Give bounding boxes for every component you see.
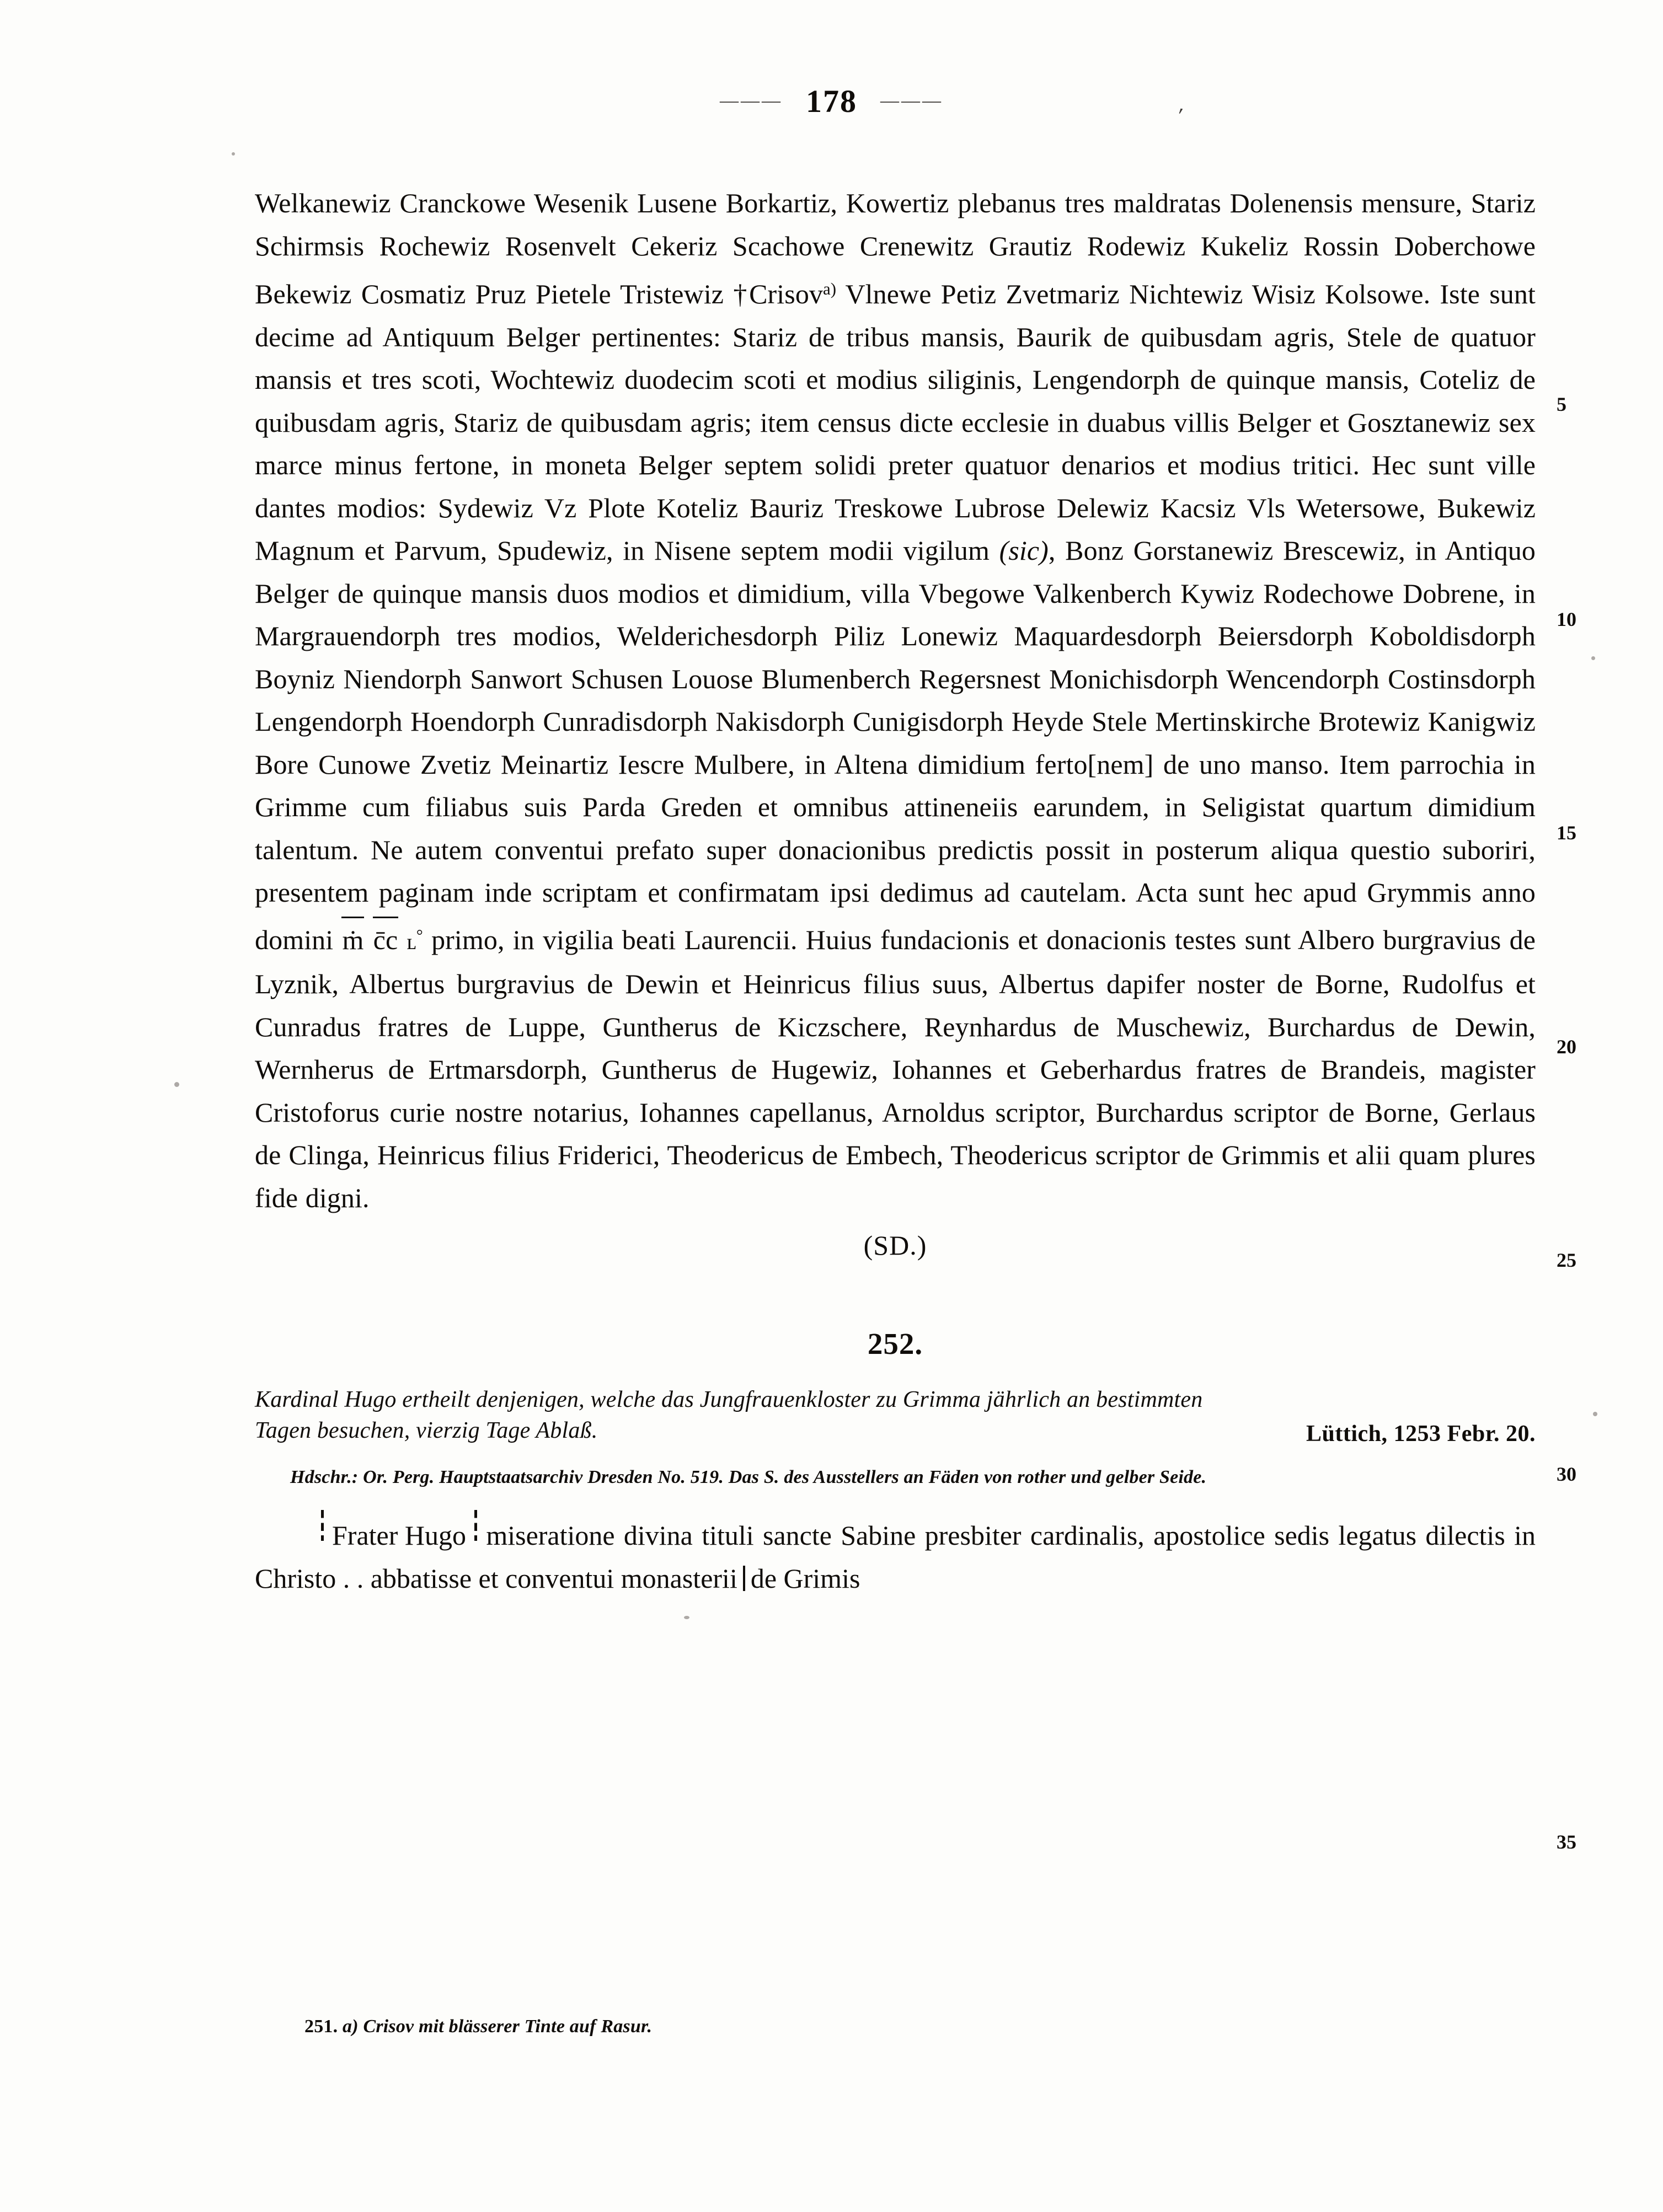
footnote-text: a) Crisov mit blässerer Tinte auf Rasur. [343, 2016, 653, 2037]
scan-speckle [1593, 1412, 1597, 1416]
folio-number: 178 [806, 83, 857, 119]
roman-numeral-m: ṁ [341, 919, 364, 962]
roman-numeral-degree: ° [416, 926, 423, 945]
charter-251-body [255, 182, 1536, 1219]
line-number: 35 [1557, 1831, 1576, 1853]
regest-line-1: Kardinal Hugo ertheilt denjenigen, welche das Jungfrauenkloster zu Grimma jährlich an bestimmten [255, 1387, 1203, 1413]
line-number: 15 [1557, 822, 1576, 844]
line-number: 20 [1557, 1036, 1576, 1058]
footnote-block [304, 2016, 1518, 2037]
charter-text-part-2: Vlnewe Petiz Zvetmariz Nichtewiz Wisiz Kolsowe. Iste sunt decime ad Antiquum Belger pertinentes: Stariz de tribus mansis, Baurik de quibusdam agris, Stele de quatuor mansis et tres scoti, Wochtewiz duodecim scoti et modius siliginis, Lengendorph de quinque mansis, Coteliz de quibusdam agris, Stariz de quibusdam agris; item census dicte ecclesie in duabus villis Belger et Gosztanewiz sex marce minus fertone, in moneta Belger septem solidi preter quatuor denarios et modius tritici. Hec sunt ville dantes modios: Sydewiz Vz Plote Koteliz Bauriz Treskowe Lubrose Delewiz Kacsiz Vls Wetersowe, Bukewiz Magnum et Parvum, Spudewiz, in Nisene septem modii vigilum [255, 278, 1536, 566]
charter-text-part-1: Welkanewiz Cranckowe Wesenik Lusene Borkartiz, Kowertiz plebanus tres maldratas Dolenensis mensure, Stariz Schirmsis Rochewiz Rosenvelt Cekeriz Scachowe Crenewitz Grautiz Rodewiz Kukeliz Rossin Doberchowe Bekewiz Cosmatiz Pruz Pietele Tristewiz †Crisov [255, 188, 1536, 310]
charter-252-text: miseratione divina tituli sancte Sabine presbiter cardinalis, apostolice sedis legatus dilectis in Christo . . abbatisse et conventui monasterii [255, 1520, 1536, 1594]
line-number: 25 [1557, 1249, 1576, 1271]
rule-right: ——— [880, 90, 943, 111]
line-number: 10 [1557, 608, 1576, 630]
rule-left: ——— [720, 90, 783, 111]
line-number: 5 [1557, 393, 1566, 415]
regest-line-2: Tagen besuchen, vierzig Tage Ablaß. [255, 1418, 598, 1444]
provenance-text: Hdschr.: Or. Perg. Hauptstaatsarchiv Dresden No. 519. Das S. des Ausstellers an Fäden von rother und gelber Seide. [290, 1467, 1207, 1488]
roman-numeral-l: ʟ [407, 929, 416, 954]
charter-252-text-continued: de Grimis [750, 1562, 860, 1594]
footnote-marker: a) [823, 279, 837, 298]
regest-summary [255, 1384, 1536, 1449]
charter-text-part-4: primo, in vigilia beati Laurencii. Huius fundacionis et donacionis testes sunt Albero burgravius de Lyznik, Albertus burgravius de Dewin et Heinricus filius suus, Albertus dapifer noster de Borne, Rudolfus et Cunradus fratres de Luppe, Guntherus de Kiczschere, Reynhardus de Muschewiz, Burchardus de Dewin, Wernherus de Ertmarsdorph, Guntherus de Hugewiz, Iohannes et Geberhardus fratres de Brandeis, magister Cristoforus curie nostre notarius, Iohannes capellanus, Arnoldus scriptor, Burchardus scriptor de Borne, Gerlaus de Clinga, Heinricus filius Friderici, Theodericus de Embech, Theodericus scriptor de Grimmis et alii quam plures fide digni. [255, 924, 1536, 1213]
text-column [255, 182, 1536, 1600]
sic-annotation: (sic) [999, 535, 1049, 566]
scan-speckle [174, 1082, 179, 1087]
line-number: 30 [1557, 1463, 1576, 1485]
line-break-bar [743, 1566, 745, 1591]
place-date-line: Lüttich, 1253 Febr. 20. [1306, 1421, 1536, 1447]
margin-tick-mark: ′ [1175, 103, 1185, 128]
scan-speckle [684, 1616, 689, 1619]
running-head [0, 83, 1663, 120]
charter-text-part-3: , Bonz Gorstanewiz Brescewiz, in Antiquo Belger de quinque mansis duos modios et dimidium, villa Vbegowe Valkenberch Kywiz Rodechowe Dobrene, in Margrauendorph tres modios, Welderichesdorph Piliz Lonewiz Maquardesdorph Beiersdorph Koboldisdorph Boyniz Niendorph Sanwort Schusen Louose Blumenberch Regersnest Monichisdorph Wencendorph Costinsdorph Lengendorph Hoendorph Cunradisdorph Nakisdorph Cunigisdorph Heyde Stele Mertinskirche Brotewiz Kanigwiz Bore Cunowe Zvetiz Meinartiz Iescre Mulbere, in Altena dimidium ferto[nem] de uno manso. Item parrochia in Grimme cum filiabus suis Parda Greden et omnibus attineneiis earundem, in Seligistat quartum dimidium talentum. Ne autem conventui prefato super donacionibus predictis possit in posterum aliqua questio suboriri, presentem paginam inde scriptam et confirmatam ipsi dedimus ad cautelam. Acta sunt hec apud Grymmis anno domini [255, 535, 1536, 955]
provenance-note [255, 1465, 1536, 1490]
charter-252-body [255, 1514, 1536, 1600]
document-number-heading: 252. [867, 1327, 923, 1361]
footnote-reference-number: 251. [304, 2016, 338, 2037]
roman-numeral-cc: c̄c [373, 919, 399, 962]
seal-notation: (SD.) [863, 1230, 927, 1261]
scan-speckle [232, 152, 235, 156]
scan-speckle [1591, 656, 1595, 660]
initial-word-marker: Frater Hugo [321, 1514, 477, 1557]
